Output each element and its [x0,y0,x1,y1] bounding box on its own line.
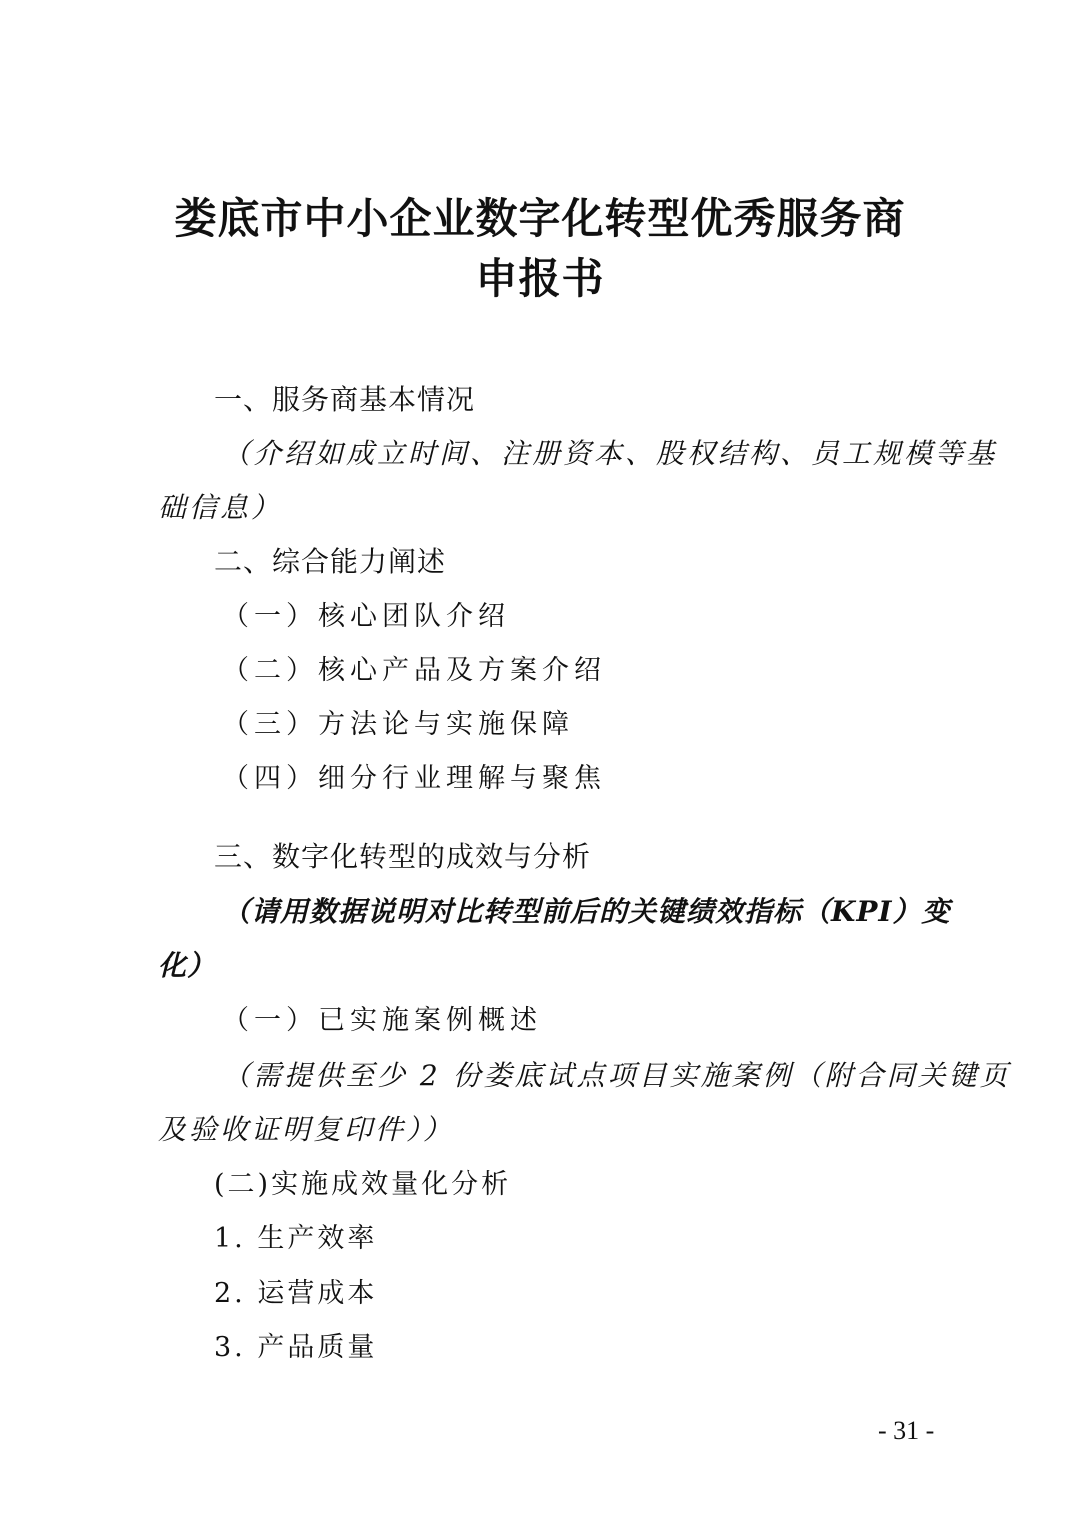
document-title-line-2: 申报书 [475,254,605,303]
section-2-item-1: （一）核心团队介绍 [222,601,510,632]
section-3-subheading-1: （一）已实施案例概述 [222,1005,542,1036]
section-1-note-line-1: （介绍如成立时间、注册资本、股权结构、员工规模等基 [222,437,998,470]
section-2-item-2: （二）核心产品及方案介绍 [222,655,606,686]
section-2-item-4: （四）细分行业理解与聚焦 [222,763,606,794]
section-2-item-3: （三）方法论与实施保障 [222,709,574,740]
section-1-heading: 一、服务商基本情况 [214,383,476,416]
section-3-subheading-2: (二)实施成效量化分析 [214,1169,512,1200]
page-number: - 31 - [878,1416,935,1445]
list-item-3: 3. 产品质量 [214,1332,378,1363]
section-3-note-line-2: 化） [158,949,217,982]
section-3-sub1-note-line-1: （需提供至少 2 份娄底试点项目实施案例（附合同关键页 [222,1059,1011,1092]
list-item-2: 2. 运营成本 [214,1278,378,1309]
document-title-line-1: 娄底市中小企业数字化转型优秀服务商 [174,194,906,243]
section-1-note-line-2: 础信息） [158,491,283,524]
section-3-note-line-1: （请用数据说明对比转型前后的关键绩效指标（KPI）变 [222,895,951,928]
section-2-heading: 二、综合能力阐述 [214,545,447,578]
list-item-1: 1. 生产效率 [214,1223,378,1254]
section-3-heading: 三、数字化转型的成效与分析 [214,840,592,873]
section-3-sub1-note-line-2: 及验收证明复印件）） [158,1113,455,1146]
